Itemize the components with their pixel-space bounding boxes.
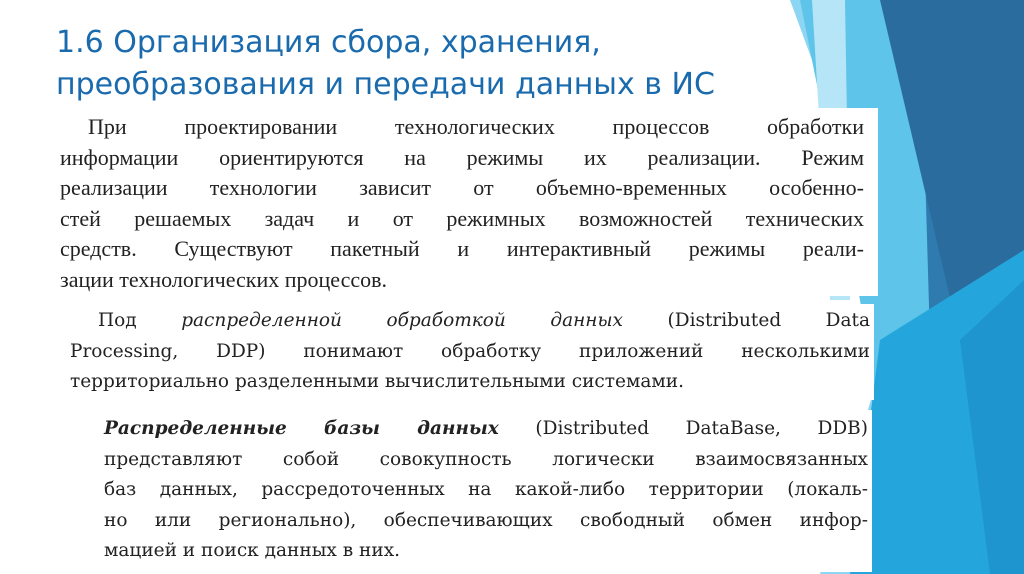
text-line xyxy=(104,414,868,445)
text-line: Processing, DDP) понимают обработку приложений несколькими xyxy=(70,340,870,362)
text: Под xyxy=(98,310,182,331)
text-line xyxy=(70,306,870,337)
term-ddp: распределенной обработкой данных xyxy=(181,310,623,331)
text-line: реализации технологии зависит от объемно-временных особенно- xyxy=(60,175,864,200)
text-line: информации ориентируются на режимы их реализации. Режим xyxy=(60,144,864,170)
paragraph-processing-modes xyxy=(50,108,878,296)
text-line: При проектировании технологических процессов обработки xyxy=(88,114,864,139)
text-line: баз данных, рассредоточенных на какой-либо территории (локаль- xyxy=(104,479,868,500)
text-line: мацией и поиск данных в них. xyxy=(104,540,401,561)
text-line: но или регионально), обеспечивающих свободный обмен инфор- xyxy=(104,509,868,531)
paragraph-ddp xyxy=(62,304,874,400)
text-line: зации технологических процессов. xyxy=(60,266,388,292)
text-line: представляют собой совокупность логически взаимосвязанных xyxy=(104,448,868,470)
slide-title: 1.6 Организация сбора, хранения, преобразования и передачи данных в ИС xyxy=(56,25,715,102)
paragraph-ddb xyxy=(98,410,872,572)
text-line: стей решаемых задач и от режимных возможностей технических xyxy=(60,205,864,231)
term-ddb: Распределенные базы данных xyxy=(104,418,499,439)
text-line: территориально разделенными вычислительными системами. xyxy=(70,371,684,392)
text-line: средств. Существуют пакетный и интерактивный режимы реали- xyxy=(60,236,864,261)
text: (Distributed DataBase, DDB) xyxy=(498,418,868,439)
text: (Distributed Data xyxy=(623,310,870,331)
